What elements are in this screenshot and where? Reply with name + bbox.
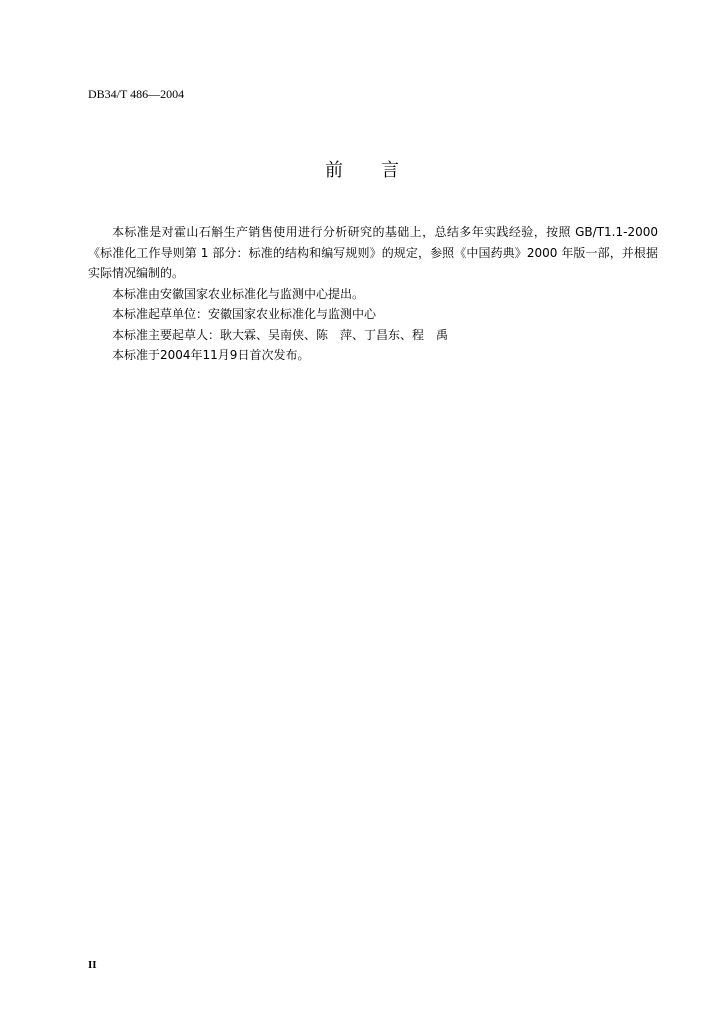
title-char-right: 言 xyxy=(381,160,399,181)
page-title xyxy=(0,156,724,182)
paragraph-basis: 本标准是对霍山石斛生产销售使用进行分析研究的基础上，总结多年实践经验，按照 GB/T1.1-2000《标准化工作导则第 1 部分：标准的结构和编写规则》的规定，参照《中国药典》2000 年版一部，并根据实际情况编制的。 xyxy=(88,225,658,280)
page-number: II xyxy=(88,959,97,971)
paragraph-release-date: 本标准于2004年11月9日首次发布。 xyxy=(112,348,310,362)
standard-code: DB34/T 486—2004 xyxy=(88,87,185,101)
paragraph-drafting-unit: 本标准起草单位：安徽国家农业标准化与监测中心 xyxy=(112,307,377,321)
paragraph-proposer: 本标准由安徽国家农业标准化与监测中心提出。 xyxy=(112,286,365,301)
foreword-body xyxy=(88,222,658,366)
paragraph-drafters: 本标准主要起草人：耿大霖、吴南侠、陈 萍、丁昌东、程 禹 xyxy=(112,327,449,342)
title-char-left: 前 xyxy=(325,160,343,181)
